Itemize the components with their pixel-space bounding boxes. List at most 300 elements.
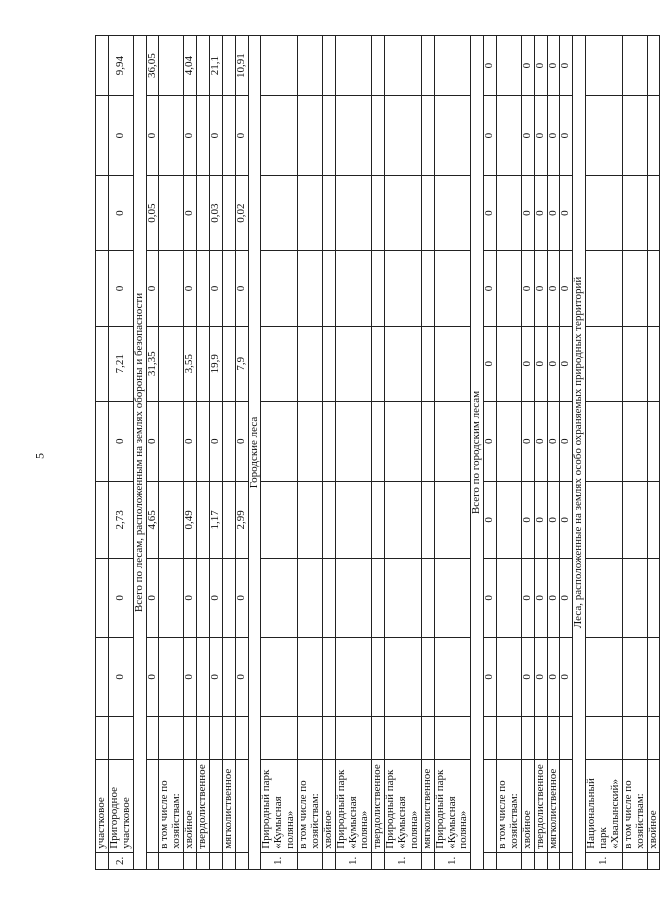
value-cell: 0,02 — [235, 175, 248, 250]
row-name — [484, 760, 497, 853]
value-cell — [298, 96, 323, 176]
value-cell: 0 — [534, 36, 547, 96]
row-name: мягколиственное — [547, 760, 560, 853]
value-cell — [622, 326, 647, 401]
value-cell: 0 — [209, 559, 222, 638]
table-row — [534, 36, 547, 870]
value-cell — [622, 96, 647, 176]
value-cell — [385, 251, 422, 326]
value-cell — [385, 401, 422, 481]
value-cell: 0 — [521, 36, 534, 96]
value-cell — [497, 96, 522, 176]
value-cell: 0 — [560, 175, 573, 250]
value-cell: 9,94 — [108, 36, 133, 96]
row-name: Природный парк «Кумысная поляна» — [385, 760, 422, 853]
value-cell — [298, 251, 323, 326]
value-cell — [335, 36, 372, 96]
table-row — [159, 36, 184, 870]
value-cell: 0 — [108, 401, 133, 481]
page-number: 5 — [32, 453, 47, 459]
value-cell — [222, 559, 235, 638]
value-cell — [261, 481, 298, 558]
value-cell: 0 — [560, 559, 573, 638]
value-cell — [434, 326, 471, 401]
value-cell — [586, 326, 623, 401]
value-cell — [261, 36, 298, 96]
row-number — [547, 852, 560, 869]
value-cell: 4,04 — [184, 36, 197, 96]
value-cell — [647, 326, 660, 401]
value-cell: 0 — [146, 251, 159, 326]
value-cell — [298, 175, 323, 250]
value-cell — [322, 96, 335, 176]
value-cell — [434, 251, 471, 326]
value-cell — [159, 481, 184, 558]
value-cell: 0 — [146, 637, 159, 717]
value-cell: 0 — [484, 559, 497, 638]
empty-cell — [209, 717, 222, 760]
value-cell — [96, 559, 109, 638]
value-cell — [335, 175, 372, 250]
value-cell: 0 — [209, 96, 222, 176]
value-cell — [586, 96, 623, 176]
empty-cell — [484, 717, 497, 760]
table-row — [497, 36, 522, 870]
table-row — [235, 36, 248, 870]
empty-cell — [521, 717, 534, 760]
row-name: твердолиственное — [197, 760, 210, 853]
row-number — [322, 852, 335, 869]
value-cell — [647, 251, 660, 326]
row-name: в том числе по хозяйствам: — [298, 760, 323, 853]
row-number — [421, 852, 434, 869]
row-number — [235, 852, 248, 869]
table-row — [108, 36, 133, 870]
table-row — [521, 36, 534, 870]
value-cell: 0 — [534, 175, 547, 250]
value-cell — [647, 36, 660, 96]
value-cell — [197, 251, 210, 326]
row-name: Национальный парк «Хвалынский» — [586, 760, 623, 853]
row-number — [197, 852, 210, 869]
empty-cell — [421, 717, 434, 760]
table-row — [586, 36, 623, 870]
value-cell — [385, 559, 422, 638]
value-cell — [622, 251, 647, 326]
value-cell — [586, 401, 623, 481]
row-number — [647, 852, 660, 869]
value-cell — [298, 326, 323, 401]
value-cell: 10,91 — [235, 36, 248, 96]
empty-cell — [586, 717, 623, 760]
value-cell: 0 — [235, 559, 248, 638]
value-cell — [372, 36, 385, 96]
value-cell: 0 — [235, 637, 248, 717]
value-cell: 0 — [547, 251, 560, 326]
value-cell: 21,1 — [209, 36, 222, 96]
table-row — [484, 36, 497, 870]
value-cell: 2,99 — [235, 481, 248, 558]
value-cell: 0 — [521, 251, 534, 326]
value-cell — [622, 401, 647, 481]
row-number — [209, 852, 222, 869]
value-cell: 2,73 — [108, 481, 133, 558]
value-cell — [586, 251, 623, 326]
value-cell: 0 — [547, 637, 560, 717]
empty-cell — [385, 717, 422, 760]
row-number — [372, 852, 385, 869]
value-cell — [222, 36, 235, 96]
table-row — [96, 36, 109, 870]
value-cell — [647, 637, 660, 717]
value-cell — [434, 481, 471, 558]
table-row — [560, 36, 573, 870]
value-cell — [159, 559, 184, 638]
table-row — [434, 36, 471, 870]
value-cell — [372, 559, 385, 638]
value-cell: 0 — [484, 175, 497, 250]
value-cell — [434, 637, 471, 717]
value-cell — [372, 401, 385, 481]
value-cell — [622, 175, 647, 250]
value-cell: 19,9 — [209, 326, 222, 401]
value-cell: 0 — [521, 637, 534, 717]
value-cell — [385, 175, 422, 250]
value-cell: 0 — [184, 175, 197, 250]
table-row — [421, 36, 434, 870]
value-cell — [96, 36, 109, 96]
value-cell — [622, 637, 647, 717]
row-number: 1. — [385, 852, 422, 869]
value-cell — [159, 251, 184, 326]
value-cell: 0 — [209, 401, 222, 481]
empty-cell — [159, 717, 184, 760]
value-cell — [497, 637, 522, 717]
value-cell — [385, 326, 422, 401]
value-cell: 0 — [184, 251, 197, 326]
empty-cell — [322, 717, 335, 760]
row-number: 2. — [108, 852, 133, 869]
value-cell — [647, 559, 660, 638]
value-cell — [197, 559, 210, 638]
section-heading: Леса, расположенные на землях особо охраняемых природных территорий — [573, 36, 586, 870]
section-row — [133, 36, 146, 870]
empty-cell — [547, 717, 560, 760]
empty-cell — [434, 717, 471, 760]
forest-table — [95, 35, 660, 870]
value-cell: 0 — [534, 401, 547, 481]
value-cell — [96, 481, 109, 558]
value-cell — [261, 251, 298, 326]
empty-cell — [534, 717, 547, 760]
value-cell — [159, 401, 184, 481]
row-number — [159, 852, 184, 869]
value-cell — [298, 559, 323, 638]
value-cell — [159, 326, 184, 401]
value-cell — [298, 401, 323, 481]
row-number — [534, 852, 547, 869]
value-cell — [322, 401, 335, 481]
row-name: твердолиственное — [534, 760, 547, 853]
value-cell — [197, 36, 210, 96]
row-number — [222, 852, 235, 869]
value-cell — [197, 326, 210, 401]
row-number — [497, 852, 522, 869]
value-cell — [322, 251, 335, 326]
value-cell — [647, 481, 660, 558]
value-cell: 0 — [534, 96, 547, 176]
value-cell — [421, 481, 434, 558]
table-row — [622, 36, 647, 870]
value-cell: 0 — [534, 481, 547, 558]
row-name: участковое — [96, 760, 109, 853]
table-row — [322, 36, 335, 870]
row-number — [96, 852, 109, 869]
value-cell — [372, 481, 385, 558]
row-name — [146, 760, 159, 853]
table-row — [372, 36, 385, 870]
row-number — [184, 852, 197, 869]
value-cell — [159, 175, 184, 250]
table-row — [261, 36, 298, 870]
value-cell: 0 — [547, 36, 560, 96]
value-cell — [298, 481, 323, 558]
value-cell: 0 — [146, 96, 159, 176]
row-name: в том числе по хозяйствам: — [622, 760, 647, 853]
value-cell: 0 — [560, 637, 573, 717]
value-cell — [261, 637, 298, 717]
empty-cell — [335, 717, 372, 760]
value-cell — [372, 96, 385, 176]
value-cell: 3,55 — [184, 326, 197, 401]
value-cell — [385, 637, 422, 717]
value-cell — [322, 36, 335, 96]
value-cell: 0 — [560, 481, 573, 558]
table-row — [184, 36, 197, 870]
value-cell — [647, 401, 660, 481]
value-cell — [372, 637, 385, 717]
value-cell: 4,65 — [146, 481, 159, 558]
row-name: Природный парк «Кумысная поляна» — [261, 760, 298, 853]
value-cell — [335, 401, 372, 481]
value-cell: 0 — [547, 326, 560, 401]
row-number — [622, 852, 647, 869]
value-cell — [159, 36, 184, 96]
value-cell — [322, 326, 335, 401]
value-cell: 0 — [521, 96, 534, 176]
value-cell: 0 — [108, 96, 133, 176]
value-cell — [434, 36, 471, 96]
table-row — [647, 36, 660, 870]
value-cell — [222, 481, 235, 558]
value-cell: 0 — [521, 481, 534, 558]
value-cell: 0 — [235, 96, 248, 176]
section-heading: Всего по городским лесам — [471, 36, 484, 870]
empty-cell — [184, 717, 197, 760]
value-cell: 0 — [484, 96, 497, 176]
empty-cell — [298, 717, 323, 760]
value-cell — [96, 96, 109, 176]
value-cell: 0 — [484, 401, 497, 481]
value-cell — [261, 559, 298, 638]
value-cell — [322, 637, 335, 717]
empty-cell — [197, 717, 210, 760]
value-cell — [586, 637, 623, 717]
value-cell — [96, 326, 109, 401]
value-cell — [434, 96, 471, 176]
value-cell: 7,9 — [235, 326, 248, 401]
value-cell — [197, 96, 210, 176]
value-cell — [421, 36, 434, 96]
value-cell — [298, 637, 323, 717]
value-cell — [497, 251, 522, 326]
value-cell: 0 — [534, 637, 547, 717]
value-cell — [497, 326, 522, 401]
value-cell: 0 — [184, 96, 197, 176]
value-cell — [261, 326, 298, 401]
value-cell — [222, 326, 235, 401]
value-cell — [96, 251, 109, 326]
row-name: твердолиственное — [372, 760, 385, 853]
value-cell: 31,35 — [146, 326, 159, 401]
empty-cell — [146, 717, 159, 760]
table-row — [335, 36, 372, 870]
row-number — [521, 852, 534, 869]
value-cell — [434, 175, 471, 250]
forest-table-container — [95, 35, 659, 870]
row-name: Природный парк «Кумысная поляна» — [335, 760, 372, 853]
value-cell — [647, 96, 660, 176]
row-name: Природный парк «Кумысная поляна» — [434, 760, 471, 853]
section-row — [248, 36, 261, 870]
value-cell — [335, 481, 372, 558]
value-cell — [586, 175, 623, 250]
value-cell — [335, 559, 372, 638]
value-cell: 0 — [534, 326, 547, 401]
value-cell — [372, 251, 385, 326]
value-cell: 0 — [521, 559, 534, 638]
section-row — [573, 36, 586, 870]
row-number: 1. — [434, 852, 471, 869]
table-row — [298, 36, 323, 870]
value-cell — [497, 559, 522, 638]
value-cell — [159, 96, 184, 176]
value-cell — [421, 559, 434, 638]
value-cell — [197, 401, 210, 481]
section-row — [471, 36, 484, 870]
value-cell — [385, 481, 422, 558]
row-name: в том числе по хозяйствам: — [497, 760, 522, 853]
value-cell — [222, 175, 235, 250]
value-cell: 0 — [534, 251, 547, 326]
row-number: 1. — [335, 852, 372, 869]
value-cell: 0 — [560, 326, 573, 401]
value-cell: 0 — [560, 96, 573, 176]
row-name: хвойное — [521, 760, 534, 853]
value-cell — [385, 96, 422, 176]
table-row — [385, 36, 422, 870]
value-cell: 0 — [484, 326, 497, 401]
value-cell: 0 — [108, 637, 133, 717]
value-cell: 0 — [547, 559, 560, 638]
value-cell: 0 — [235, 251, 248, 326]
table-row — [197, 36, 210, 870]
value-cell — [421, 175, 434, 250]
value-cell: 0 — [235, 401, 248, 481]
value-cell: 0 — [560, 251, 573, 326]
empty-cell — [622, 717, 647, 760]
value-cell: 0 — [108, 559, 133, 638]
value-cell: 36,05 — [146, 36, 159, 96]
value-cell — [421, 637, 434, 717]
value-cell — [497, 175, 522, 250]
row-name — [209, 760, 222, 853]
row-name: хвойное — [322, 760, 335, 853]
value-cell — [322, 559, 335, 638]
value-cell — [335, 326, 372, 401]
value-cell: 0 — [521, 175, 534, 250]
value-cell — [335, 251, 372, 326]
value-cell — [586, 36, 623, 96]
value-cell — [421, 326, 434, 401]
value-cell — [222, 401, 235, 481]
value-cell — [96, 175, 109, 250]
value-cell — [497, 401, 522, 481]
value-cell: 0 — [146, 559, 159, 638]
value-cell: 0 — [184, 559, 197, 638]
value-cell: 0 — [560, 401, 573, 481]
value-cell: 7,21 — [108, 326, 133, 401]
value-cell — [322, 481, 335, 558]
value-cell: 0 — [484, 481, 497, 558]
value-cell — [261, 401, 298, 481]
row-number — [484, 852, 497, 869]
empty-cell — [108, 717, 133, 760]
table-row — [209, 36, 222, 870]
value-cell — [96, 637, 109, 717]
value-cell: 0 — [184, 637, 197, 717]
value-cell: 0 — [534, 559, 547, 638]
row-name: хвойное — [184, 760, 197, 853]
empty-cell — [222, 717, 235, 760]
row-name: Пригородное участковое — [108, 760, 133, 853]
value-cell — [222, 96, 235, 176]
row-number — [298, 852, 323, 869]
empty-cell — [261, 717, 298, 760]
value-cell — [96, 401, 109, 481]
empty-cell — [96, 717, 109, 760]
empty-cell — [497, 717, 522, 760]
value-cell — [222, 637, 235, 717]
table-row — [547, 36, 560, 870]
value-cell — [497, 36, 522, 96]
value-cell — [622, 36, 647, 96]
value-cell: 0,05 — [146, 175, 159, 250]
value-cell — [222, 251, 235, 326]
table-row — [222, 36, 235, 870]
row-number: 1. — [261, 852, 298, 869]
empty-cell — [560, 717, 573, 760]
value-cell — [421, 401, 434, 481]
row-name: в том числе по хозяйствам: — [159, 760, 184, 853]
value-cell: 0 — [560, 36, 573, 96]
value-cell: 0 — [184, 401, 197, 481]
value-cell — [322, 175, 335, 250]
empty-cell — [235, 717, 248, 760]
value-cell: 0 — [521, 326, 534, 401]
value-cell — [261, 96, 298, 176]
value-cell — [586, 559, 623, 638]
